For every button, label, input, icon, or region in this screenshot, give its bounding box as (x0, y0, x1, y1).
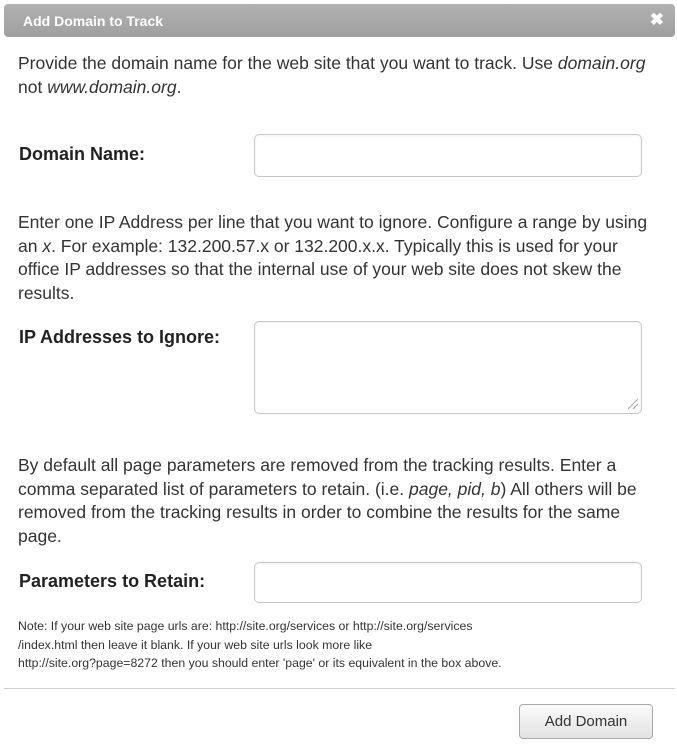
params-help-end: ) All others will be removed from the tracking results in order to combine the results for the same page. (18, 478, 637, 546)
intro-text-mid: not (18, 76, 48, 97)
resize-grip-icon[interactable] (628, 399, 638, 409)
note-line-2: /index.html then leave it blank. If your web site urls look more like (18, 637, 373, 652)
ip-help-text (18, 211, 663, 305)
dialog-title: Add Domain to Track (23, 13, 164, 29)
note-line-3: http://site.org?page=8272 then you should enter 'page' or its equivalent in the box above. (18, 656, 502, 670)
domain-name-label: Domain Name: (19, 144, 146, 164)
ip-ignore-label: IP Addresses to Ignore: (19, 327, 221, 347)
close-icon[interactable]: ✖ (649, 10, 664, 29)
ip-help-end: . For example: 132.200.57.x or 132.200.x.x. Typically this is used for your office IP addresses so that the internal use of your web site does not skew the results. (18, 235, 622, 303)
params-help-start: By default all page parameters are removed from the tracking results. Enter a comma separated list of parameters to retain. (i.e. (18, 455, 617, 499)
params-help-text (18, 454, 663, 548)
add-domain-button[interactable]: Add Domain (519, 704, 653, 739)
params-label: Parameters to Retain: (19, 571, 206, 591)
ip-help-start: Enter one IP Address per line that you want to ignore. Configure a range by using an (18, 212, 648, 256)
intro-text (18, 52, 663, 99)
intro-text-end: . (176, 76, 182, 97)
note-line-1: Note: If your web site page urls are: http://site.org/services or http://site.org/services (18, 619, 473, 633)
example-bad-domain: www.domain.org (47, 76, 177, 97)
params-input[interactable] (254, 562, 642, 603)
note-text (18, 617, 663, 673)
ip-help-x: x (42, 235, 52, 256)
params-help-examples: page, pid, b (409, 478, 501, 499)
example-good-domain: domain.org (557, 53, 646, 73)
domain-name-input[interactable] (254, 134, 642, 177)
footer-divider (4, 688, 675, 689)
dialog-titlebar (4, 4, 675, 37)
ip-ignore-textarea[interactable] (254, 321, 642, 414)
intro-text-start: Provide the domain name for the web site that you want to track. Use (18, 53, 558, 73)
